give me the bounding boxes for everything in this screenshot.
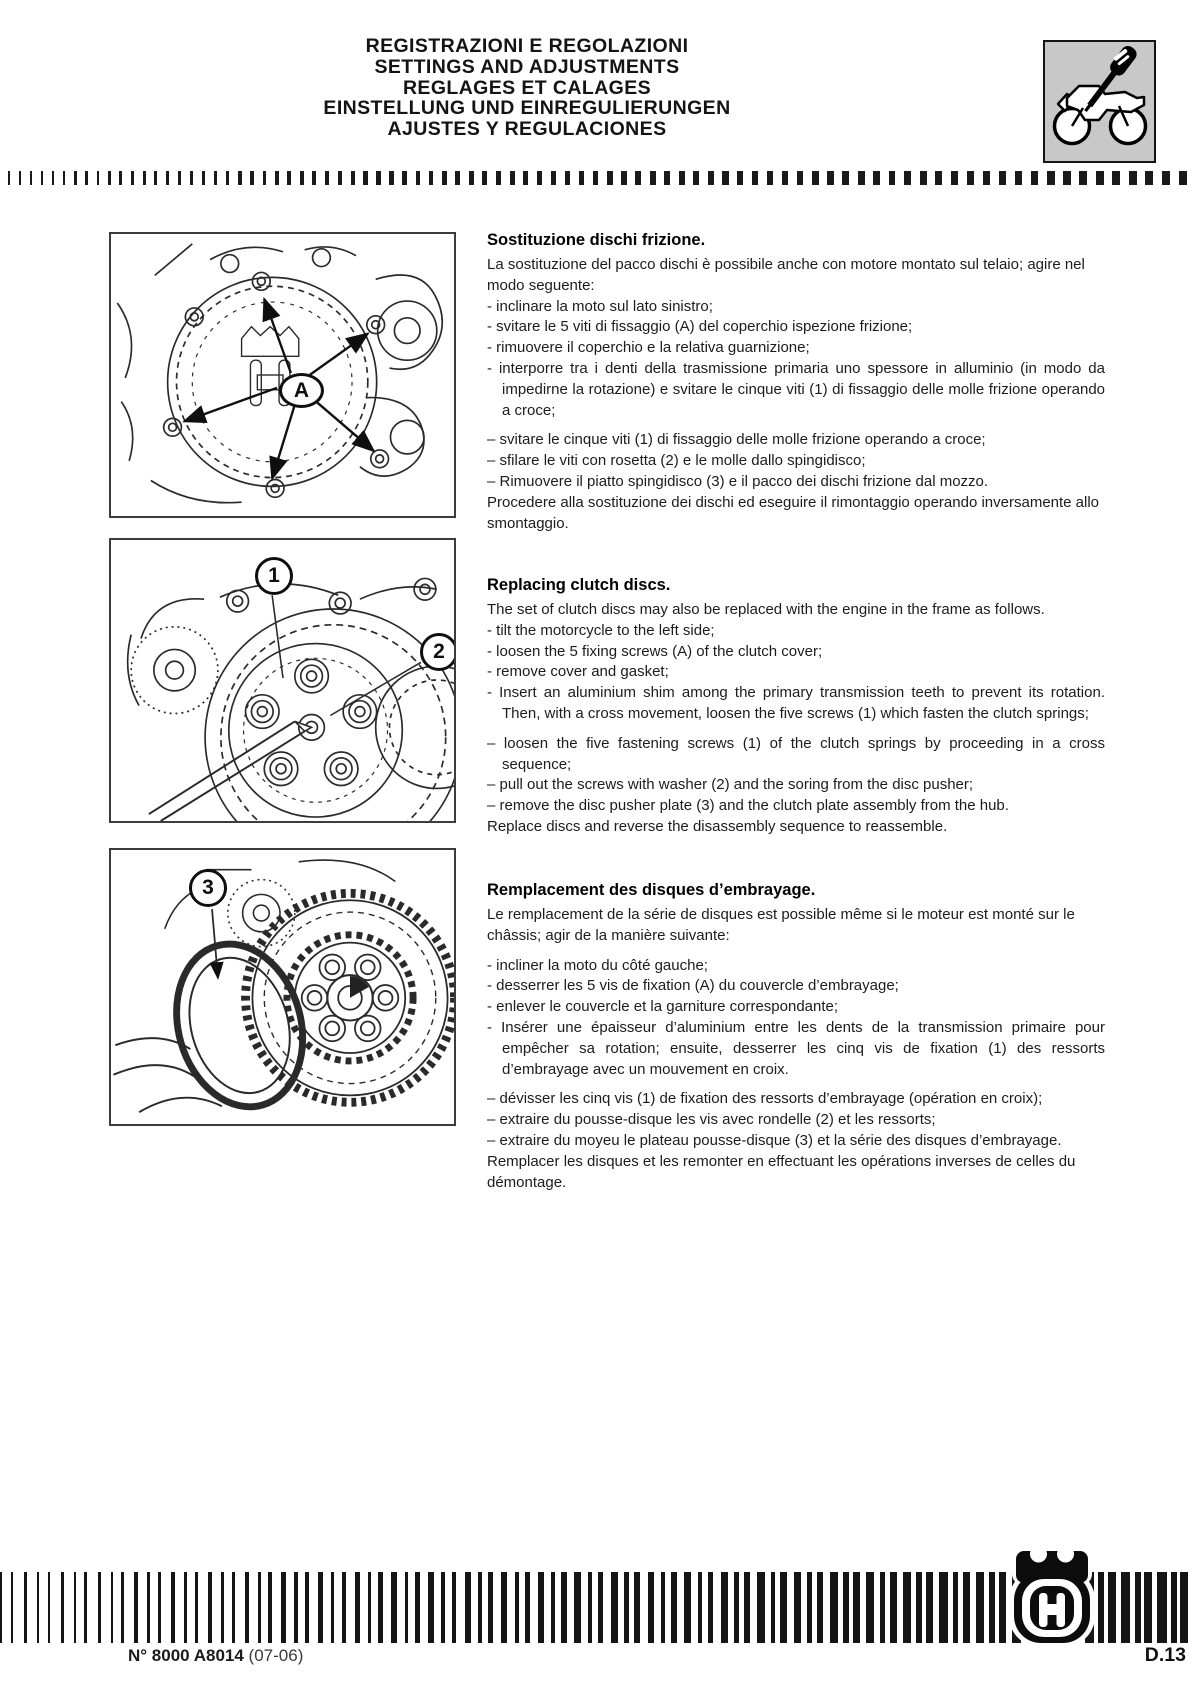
barcode-bar xyxy=(561,1572,566,1643)
bullet-item: – remove the disc pusher plate (3) and the clutch plate assembly from the hub. xyxy=(487,797,1009,815)
tick-mark xyxy=(8,171,10,185)
barcode-bar xyxy=(1157,1572,1167,1643)
barcode-bar xyxy=(916,1572,921,1643)
page-header xyxy=(262,36,792,140)
barcode-bar xyxy=(391,1572,396,1643)
barcode-bar xyxy=(1098,1572,1104,1643)
paragraph: The set of clutch discs may also be replaced with the engine in the frame as follows. xyxy=(487,601,1045,618)
paragraph: La sostituzione del pacco dischi è possibile anche con motore montato sul telaio; agire nel modo seguente: xyxy=(487,256,1085,294)
tick-mark xyxy=(119,171,122,185)
barcode-bar xyxy=(843,1572,848,1643)
tick-mark xyxy=(920,171,927,185)
barcode-bar xyxy=(880,1572,885,1643)
tick-mark xyxy=(767,171,773,185)
bullet-item: - interporre tra i denti della trasmissione primaria uno spessore in alluminio (in modo da impedirne la rotazione) e svitare le cinque viti (1) di fissaggio delle molle frizione operando a croce; xyxy=(487,359,1105,419)
tick-mark xyxy=(166,171,169,185)
tick-mark xyxy=(858,171,865,185)
tick-mark xyxy=(351,171,355,185)
barcode-bar xyxy=(853,1572,860,1643)
tick-mark xyxy=(904,171,911,185)
barcode-bar xyxy=(37,1572,39,1643)
tick-mark xyxy=(1145,171,1153,185)
header-title-de: EINSTELLUNG UND EINREGULIERUNGEN xyxy=(323,97,731,120)
callout-2: 2 xyxy=(420,633,456,671)
tick-mark xyxy=(1031,171,1039,185)
barcode-bar xyxy=(452,1572,457,1643)
tick-mark xyxy=(389,171,393,185)
tick-mark xyxy=(842,171,849,185)
tick-mark xyxy=(190,171,193,185)
barcode-bar xyxy=(147,1572,150,1643)
barcode-bar xyxy=(318,1572,323,1643)
tick-mark xyxy=(226,171,230,185)
tick-mark xyxy=(593,171,598,185)
bullet-item: – Rimuovere il piatto spingidisco (3) e il pacco dei dischi frizione dal mozzo. xyxy=(487,472,989,490)
header-title-it: REGISTRAZIONI E REGOLAZIONI xyxy=(365,35,689,57)
tick-mark xyxy=(967,171,974,185)
section-title: Remplacement des disques d’embrayage. xyxy=(487,881,816,899)
bullet-item: – extraire du pousse-disque les vis avec rondelle (2) et les ressorts; xyxy=(487,1111,936,1129)
barcode-bar xyxy=(757,1572,764,1643)
barcode-bar xyxy=(866,1572,874,1643)
barcode-bar xyxy=(551,1572,555,1643)
bullet-item: - loosen the 5 fixing screws (A) of the clutch cover; xyxy=(487,642,823,660)
barcode-bar xyxy=(171,1572,175,1643)
callout-A: A xyxy=(279,373,324,408)
tick-mark xyxy=(312,171,316,185)
section-french xyxy=(487,880,1105,1193)
tick-mark xyxy=(621,171,627,185)
tick-mark xyxy=(752,171,758,185)
tick-mark xyxy=(496,171,501,185)
tick-mark xyxy=(510,171,515,185)
barcode-bar xyxy=(245,1572,250,1643)
barcode-bar xyxy=(488,1572,493,1643)
barcode-bar xyxy=(355,1572,360,1643)
barcode-bar xyxy=(780,1572,786,1643)
barcode-bar xyxy=(538,1572,544,1643)
tick-mark xyxy=(737,171,743,185)
tick-mark xyxy=(300,171,304,185)
tick-mark xyxy=(238,171,242,185)
clutch-discs-figure xyxy=(109,848,456,1126)
barcode-bar xyxy=(661,1572,666,1643)
paragraph: Procedere alla sostituzione dei dischi ed eseguire il rimontaggio operando inversamente allo smontaggio. xyxy=(487,493,1100,532)
barcode-bar xyxy=(258,1572,261,1643)
barcode-bar xyxy=(98,1572,102,1643)
tick-mark xyxy=(63,171,66,185)
barcode-bar xyxy=(684,1572,691,1643)
tick-mark xyxy=(635,171,641,185)
barcode-bar xyxy=(11,1572,14,1643)
barcode-bar xyxy=(111,1572,113,1643)
tick-mark xyxy=(275,171,279,185)
tick-mark xyxy=(41,171,43,185)
bullet-item: - svitare le 5 viti di fissaggio (A) del coperchio ispezione frizione; xyxy=(487,318,913,336)
header-title-en: SETTINGS AND ADJUSTMENTS xyxy=(374,55,680,78)
bullet-item: - inclinare la moto sul lato sinistro; xyxy=(487,297,713,315)
tick-mark xyxy=(429,171,434,185)
engine-line-art xyxy=(117,244,442,503)
bullet-item: – loosen the five fastening screws (1) of the clutch springs by proceeding in a cross sequence; xyxy=(487,734,1105,773)
barcode-bar xyxy=(671,1572,677,1643)
tick-mark xyxy=(873,171,880,185)
barcode-bar xyxy=(794,1572,802,1643)
barcode-bar xyxy=(1121,1572,1131,1643)
barcode-bar xyxy=(305,1572,309,1643)
tick-mark xyxy=(154,171,157,185)
tick-mark xyxy=(416,171,421,185)
tick-mark xyxy=(537,171,542,185)
barcode-bar xyxy=(195,1572,199,1643)
barcode-bar xyxy=(611,1572,618,1643)
tick-mark xyxy=(1063,171,1071,185)
barcode-bar xyxy=(134,1572,138,1643)
header-title-es: AJUSTES Y REGULACIONES xyxy=(387,118,667,141)
barcode-bar xyxy=(648,1572,655,1643)
tick-mark xyxy=(30,171,32,185)
tick-mark xyxy=(325,171,329,185)
tick-mark xyxy=(455,171,460,185)
barcode-bar xyxy=(721,1572,728,1643)
engine-line-art xyxy=(113,860,454,1122)
tick-mark xyxy=(983,171,990,185)
barcode-bar xyxy=(1144,1572,1152,1643)
tick-mark xyxy=(827,171,834,185)
barcode-bar xyxy=(1180,1572,1188,1643)
tick-mark xyxy=(19,171,21,185)
clutch-springs-figure xyxy=(109,538,456,823)
tick-mark xyxy=(1047,171,1055,185)
barcode-bar xyxy=(574,1572,580,1643)
tick-mark xyxy=(1112,171,1120,185)
barcode-bar xyxy=(903,1572,911,1643)
bullet-item: - rimuovere il coperchio e la relativa guarnizione; xyxy=(487,339,810,357)
tick-mark xyxy=(1096,171,1104,185)
barcode-bar xyxy=(158,1572,161,1643)
tick-mark xyxy=(202,171,205,185)
barcode-bar xyxy=(0,1572,2,1643)
barcode-bar xyxy=(465,1572,471,1643)
section-title: Sostituzione dischi frizione. xyxy=(487,231,706,249)
tick-mark xyxy=(97,171,100,185)
barcode-bar xyxy=(771,1572,776,1643)
motorcycle-with-screwdriver-icon xyxy=(1043,40,1156,163)
bullet-item: - tilt the motorcycle to the left side; xyxy=(487,621,715,639)
tick-mark xyxy=(650,171,656,185)
barcode-bar xyxy=(368,1572,371,1643)
tick-mark xyxy=(131,171,134,185)
barcode-bar xyxy=(1135,1572,1141,1643)
tick-mark xyxy=(143,171,146,185)
bullet-item: - incliner la moto du côté gauche; xyxy=(487,956,708,974)
tick-mark xyxy=(999,171,1006,185)
tick-mark xyxy=(679,171,685,185)
clutch-cover-figure xyxy=(109,232,456,518)
barcode-bar xyxy=(294,1572,297,1643)
bullet-item: - enlever le couvercle et la garniture correspondante; xyxy=(487,998,839,1016)
tick-mark xyxy=(523,171,528,185)
tick-mark xyxy=(607,171,613,185)
barcode-bar xyxy=(428,1572,434,1643)
barcode-bar xyxy=(121,1572,124,1643)
barcode-bar xyxy=(478,1572,482,1643)
tick-mark xyxy=(263,171,267,185)
barcode-bar xyxy=(708,1572,714,1643)
tick-mark xyxy=(1129,171,1137,185)
barcode-bar xyxy=(232,1572,236,1643)
barcode-bar xyxy=(331,1572,334,1643)
doc-edition-text: (07-06) xyxy=(248,1646,304,1665)
tick-mark xyxy=(935,171,942,185)
tick-mark xyxy=(951,171,958,185)
tick-mark xyxy=(338,171,342,185)
tick-mark xyxy=(469,171,474,185)
paragraph: Replace discs and reverse the disassembly sequence to reassemble. xyxy=(487,817,948,835)
bullet-item: - desserrer les 5 vis de fixation (A) du couvercle d’embrayage; xyxy=(487,977,899,995)
bullet-item: – svitare le cinque viti (1) di fissaggio delle molle frizione operando a croce; xyxy=(487,431,986,449)
barcode-bar xyxy=(208,1572,212,1643)
callout-3: 3 xyxy=(189,869,227,907)
tick-mark xyxy=(693,171,699,185)
tick-mark xyxy=(812,171,819,185)
section-title: Replacing clutch discs. xyxy=(487,576,671,594)
barcode-bar xyxy=(1171,1572,1177,1643)
tick-mark xyxy=(376,171,380,185)
engine-line-art xyxy=(128,578,454,821)
tick-mark xyxy=(1179,171,1187,185)
tick-mark xyxy=(402,171,407,185)
tick-mark xyxy=(74,171,77,185)
tick-mark xyxy=(579,171,584,185)
barcode-bar xyxy=(1108,1572,1116,1643)
header-title-fr: REGLAGES ET CALAGES xyxy=(402,76,652,99)
barcode-bar xyxy=(268,1572,272,1643)
barcode-bar xyxy=(61,1572,65,1643)
barcode-bar xyxy=(415,1572,420,1643)
barcode-bar xyxy=(74,1572,76,1643)
barcode-bar xyxy=(744,1572,750,1643)
barcode-bar xyxy=(634,1572,640,1643)
tick-mark xyxy=(85,171,88,185)
barcode-bar xyxy=(963,1572,970,1643)
barcode-bar xyxy=(501,1572,507,1643)
barcode-bar xyxy=(698,1572,703,1643)
tick-mark xyxy=(1079,171,1087,185)
tick-mark xyxy=(52,171,54,185)
tick-mark xyxy=(551,171,556,185)
tick-mark xyxy=(797,171,803,185)
tick-mark xyxy=(722,171,728,185)
barcode-bar xyxy=(598,1572,603,1643)
bullet-item: - remove cover and gasket; xyxy=(487,663,669,681)
bullet-item: – extraire du moyeu le plateau pousse-disque (3) et la série des disques d’embrayage. xyxy=(487,1131,1062,1149)
husqvarna-crown-h-logo xyxy=(1006,1543,1098,1647)
barcode-bar xyxy=(405,1572,409,1643)
bullet-item: – dévisser les cinq vis (1) de fixation des ressorts d’embrayage (opération en croix); xyxy=(487,1090,1043,1108)
barcode-bar xyxy=(890,1572,897,1643)
barcode-bar xyxy=(734,1572,739,1643)
barcode-bar xyxy=(817,1572,823,1643)
tick-mark xyxy=(482,171,487,185)
barcode-bar xyxy=(48,1572,51,1643)
tick-mark xyxy=(1015,171,1022,185)
barcode-bar xyxy=(624,1572,628,1643)
paragraph: Remplacer les disques et les remonter en effectuant les opérations inverses de celles du démontage. xyxy=(487,1152,1076,1191)
tick-mark xyxy=(565,171,570,185)
barcode-bar xyxy=(953,1572,959,1643)
bullet-item: - Insérer une épaisseur d’aluminium entre les dents de la transmission primaire pour empêcher sa rotation; ensuite, desserrer les cinq vis de fixation (1) des ressorts d’embrayage avec un mouvement en croix. xyxy=(487,1018,1105,1078)
bullet-item: – pull out the screws with washer (2) and the soring from the disc pusher; xyxy=(487,776,974,794)
section-italian xyxy=(487,230,1105,534)
barcode-bar xyxy=(939,1572,947,1643)
tick-mark xyxy=(108,171,111,185)
barcode-bar xyxy=(588,1572,592,1643)
doc-number-text: N° 8000 A8014 xyxy=(128,1646,244,1665)
barcode-bar xyxy=(807,1572,812,1643)
tick-mark xyxy=(782,171,788,185)
barcode-bar xyxy=(342,1572,346,1643)
callout-1: 1 xyxy=(255,557,293,595)
barcode-bar xyxy=(441,1572,445,1643)
tick-mark xyxy=(178,171,181,185)
section-english xyxy=(487,575,1105,838)
barcode-bar xyxy=(24,1572,27,1643)
barcode-bar xyxy=(989,1572,995,1643)
tick-mark xyxy=(214,171,217,185)
document-number xyxy=(128,1646,303,1666)
barcode-bar xyxy=(976,1572,985,1643)
barcode-bar xyxy=(515,1572,519,1643)
paragraph: Le remplacement de la série de disques est possible même si le moteur est monté sur le châssis; agir de la manière suivante: xyxy=(487,906,1075,944)
barcode-bar xyxy=(378,1572,382,1643)
tick-mark xyxy=(442,171,447,185)
barcode-bar xyxy=(221,1572,224,1643)
barcode-bar xyxy=(926,1572,933,1643)
bullet-item: – sfilare le viti con rosetta (2) e le molle dallo spingidisco; xyxy=(487,452,866,470)
barcode-bar xyxy=(84,1572,87,1643)
separator-ticks xyxy=(8,171,1188,185)
tick-mark xyxy=(1162,171,1170,185)
barcode-bar xyxy=(525,1572,530,1643)
tick-mark xyxy=(250,171,254,185)
page-code: D.13 xyxy=(1144,1644,1186,1666)
barcode-bar xyxy=(281,1572,286,1643)
barcode-bar xyxy=(830,1572,838,1643)
tick-mark xyxy=(664,171,670,185)
bullet-item: - Insert an aluminium shim among the primary transmission teeth to prevent its rotation. Then, with a cross movement, loosen the five screws (1) which fasten the clutch springs; xyxy=(487,684,1105,722)
tick-mark xyxy=(708,171,714,185)
barcode-bar xyxy=(184,1572,187,1643)
tick-mark xyxy=(287,171,291,185)
tick-mark xyxy=(889,171,896,185)
tick-mark xyxy=(363,171,367,185)
